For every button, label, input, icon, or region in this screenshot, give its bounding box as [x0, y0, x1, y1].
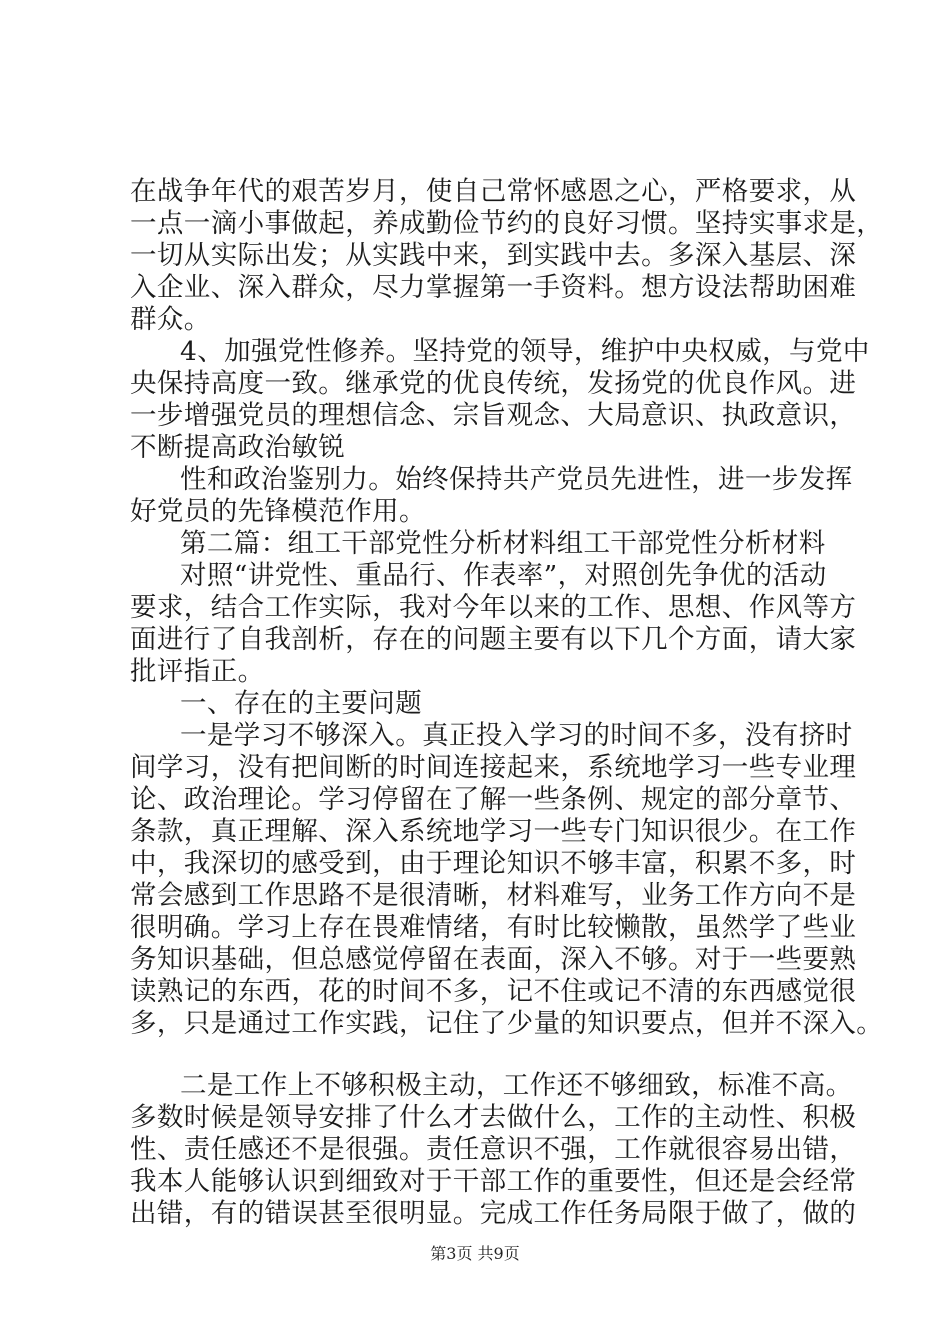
text-line: 在战争年代的艰苦岁月，使自己常怀感恩之心，严格要求，从 — [130, 176, 857, 207]
text-line: 央保持高度一致。继承党的优良传统，发扬党的优良作风。进 — [130, 368, 857, 399]
text-line: 入企业、深入群众，尽力掌握第一手资料。想方设法帮助困难 — [130, 272, 857, 303]
text-line: 出错，有的错误甚至很明显。完成工作任务局限于做了，做的 — [130, 1198, 857, 1229]
subsection-heading: 一、存在的主要问题 — [180, 688, 423, 719]
text-line: 不断提高政治敏锐 — [130, 432, 346, 463]
text-line: 要求，结合工作实际，我对今年以来的工作、思想、作风等方 — [130, 592, 857, 623]
text-line: 一切从实际出发；从实践中来，到实践中去。多深入基层、深 — [130, 240, 857, 271]
text-line: 好党员的先锋模范作用。 — [130, 496, 426, 527]
text-line: 务知识基础，但总感觉停留在表面，深入不够。对于一些要熟 — [130, 944, 857, 975]
text-line: 多，只是通过工作实践，记住了少量的知识要点，但并不深入。 — [130, 1008, 884, 1039]
text-line: 多数时候是领导安排了什么才去做什么，工作的主动性、积极 — [130, 1102, 857, 1133]
page-number: 第3页 共9页 — [430, 1244, 520, 1263]
text-line: 批评指正。 — [130, 656, 265, 687]
text-line: 对照“讲党性、重品行、作表率”，对照创先争优的活动 — [180, 560, 827, 591]
text-line: 读熟记的东西，花的时间不多，记不住或记不清的东西感觉很 — [130, 976, 857, 1007]
text-line: 中，我深切的感受到，由于理论知识不够丰富，积累不多，时 — [130, 848, 857, 879]
text-line: 面进行了自我剖析，存在的问题主要有以下几个方面，请大家 — [130, 624, 857, 655]
text-line: 性和政治鉴别力。始终保持共产党员先进性，进一步发挥 — [180, 464, 853, 495]
text-line: 二是工作上不够积极主动，工作还不够细致，标准不高。 — [180, 1070, 853, 1101]
text-line: 4、加强党性修养。坚持党的领导，维护中央权威，与党中 — [180, 336, 870, 367]
text-line: 常会感到工作思路不是很清晰，材料难写，业务工作方向不是 — [130, 880, 857, 911]
text-line: 我本人能够认识到细致对于干部工作的重要性，但还是会经常 — [130, 1166, 857, 1197]
text-line: 很明确。学习上存在畏难情绪，有时比较懒散，虽然学了些业 — [130, 912, 857, 943]
section-heading: 第二篇：组工干部党性分析材料组工干部党性分析材料 — [180, 528, 826, 559]
text-line: 性、责任感还不是很强。责任意识不强，工作就很容易出错， — [130, 1134, 857, 1165]
text-line: 论、政治理论。学习停留在了解一些条例、规定的部分章节、 — [130, 784, 857, 815]
text-line: 一步增强党员的理想信念、宗旨观念、大局意识、执政意识， — [130, 400, 857, 431]
text-line: 条款，真正理解、深入系统地学习一些专门知识很少。在工作 — [130, 816, 857, 847]
body-text — [130, 176, 884, 1230]
text-line: 群众。 — [130, 304, 211, 335]
text-line: 间学习，没有把间断的时间连接起来，系统地学习一些专业理 — [130, 752, 857, 783]
paragraph-gap — [130, 1040, 830, 1070]
text-line: 一点一滴小事做起，养成勤俭节约的良好习惯。坚持实事求是， — [130, 208, 884, 239]
text-line: 一是学习不够深入。真正投入学习的时间不多，没有挤时 — [180, 720, 853, 751]
